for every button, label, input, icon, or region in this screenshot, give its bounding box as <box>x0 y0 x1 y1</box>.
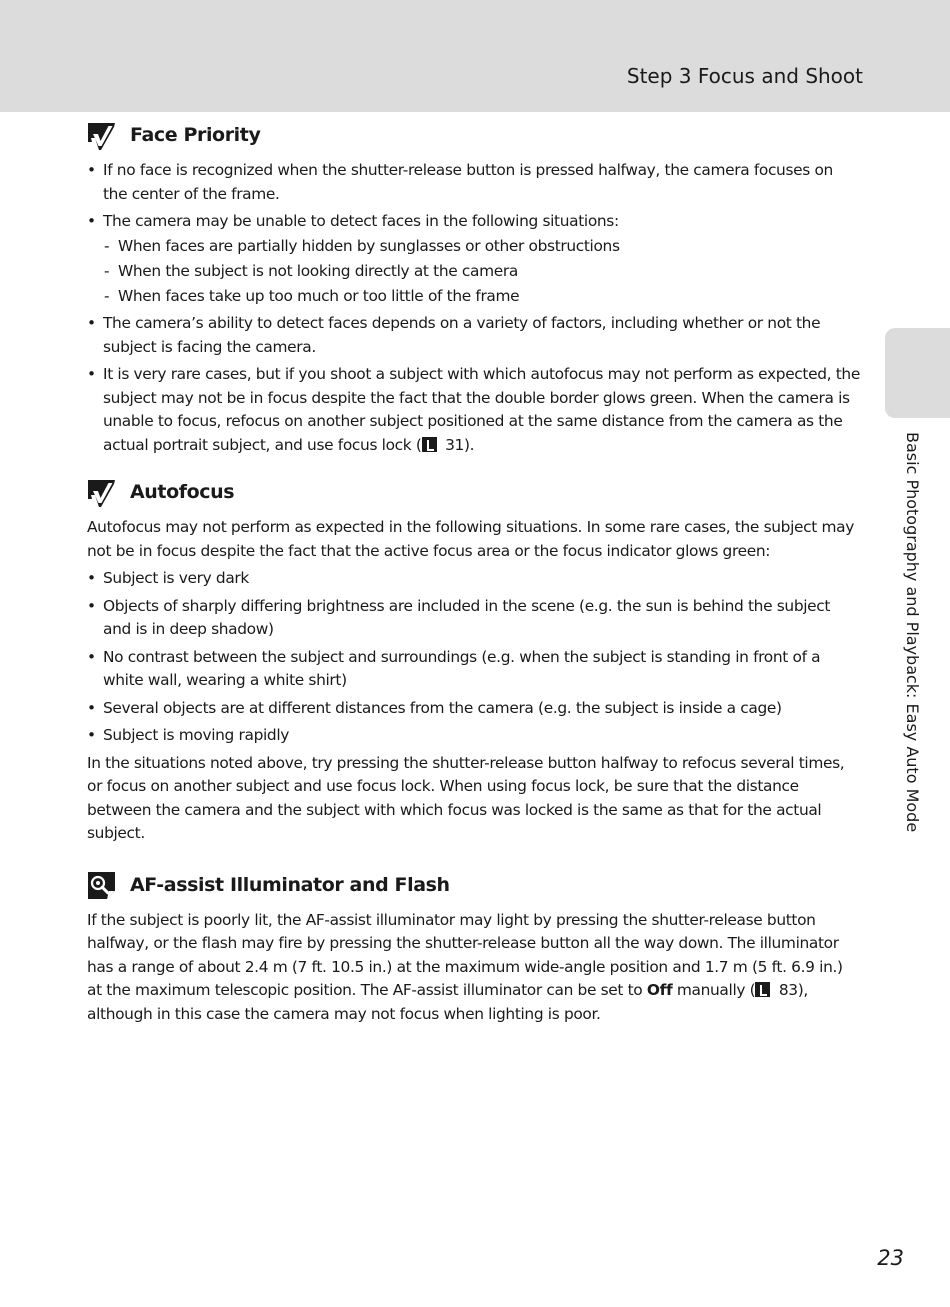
caution-check-icon <box>87 479 116 508</box>
list-item: • Subject is very dark <box>87 567 860 591</box>
section-heading <box>87 118 860 154</box>
chapter-side-tab <box>885 328 950 418</box>
list-item: • No contrast between the subject and surroundings (e.g. when the subject is standing in front of a white wall, wearing a white shirt) <box>87 646 860 693</box>
page-reference-icon <box>422 437 437 452</box>
bullet-list <box>87 567 860 748</box>
sub-list-item: - When faces are partially hidden by sunglasses or other obstructions <box>103 235 860 259</box>
body-text: If the subject is poorly lit, the AF-assist illuminator may light by pressing the shutter-release button halfway, or the flash may fire by pressing the shutter-release button all the way down. The illuminator has a range of about 2.4 m (7 ft. 10.5 in.) at the maximum wide-angle position and 1.7 m (5 ft. 6.9 in.) at the maximum telescopic position. The AF-assist illuminator can be set to <box>87 910 843 999</box>
page-content <box>87 118 860 1030</box>
list-item <box>87 210 860 308</box>
note-magnifier-icon <box>87 871 116 900</box>
section-title: AF-assist Illuminator and Flash <box>130 873 450 896</box>
page-reference-icon <box>755 982 770 997</box>
section-heading <box>87 475 860 511</box>
list-item-text: If no face is recognized when the shutter-release button is pressed halfway, the camera focuses on the center of the frame. <box>103 161 833 203</box>
section-af-assist <box>87 868 860 1027</box>
page-reference-text: 31). <box>440 435 475 454</box>
chapter-side-label: Basic Photography and Playback: Easy Auto Mode <box>903 432 922 833</box>
list-item: • Subject is moving rapidly <box>87 724 860 748</box>
list-item: • Several objects are at different distances from the camera (e.g. the subject is inside a cage) <box>87 697 860 721</box>
bullet-list <box>87 159 860 457</box>
section-heading <box>87 868 860 904</box>
body-text: manually ( <box>672 981 756 999</box>
section-body <box>87 909 860 1027</box>
section-outro: In the situations noted above, try pressing the shutter-release button halfway to refocus several times, or focus on another subject and use focus lock. When using focus lock, be sure that the distance between the camera and the subject with which focus was locked is the same as that for the actual subject. <box>87 753 845 842</box>
list-item: • Objects of sharply differing brightness are included in the scene (e.g. the sun is behind the subject and is in deep shadow) <box>87 595 860 642</box>
section-title: Face Priority <box>130 124 261 147</box>
setting-value-off: Off <box>646 981 673 999</box>
section-title: Autofocus <box>130 481 235 504</box>
section-intro: Autofocus may not perform as expected in the following situations. In some rare cases, the subject may not be in focus despite the fact that the active focus area or the focus indicator glows green: <box>87 518 854 560</box>
list-item-text: It is very rare cases, but if you shoot a subject with which autofocus may not perform as expected, the subject may not be in focus despite the fact that the double border glows green. When the camera is unable to focus, refocus on another subject positioned at the same distance from the camera as the actual portrait subject, and use focus lock ( <box>103 365 860 454</box>
page-header-title: Step 3 Focus and Shoot <box>626 64 863 88</box>
list-item <box>87 363 860 457</box>
body-text: 83), although in this case the camera may not focus when lighting is poor. <box>87 981 808 1023</box>
sub-list-item: - When faces take up too much or too little of the frame <box>103 285 860 309</box>
list-item-text: The camera’s ability to detect faces depends on a variety of factors, including whether or not the subject is facing the camera. <box>103 314 821 356</box>
list-item <box>87 159 860 206</box>
list-item-text: The camera may be unable to detect faces in the following situations: <box>103 212 619 230</box>
sub-list <box>103 235 860 309</box>
sub-list-item: - When the subject is not looking directly at the camera <box>103 260 860 284</box>
section-autofocus <box>87 475 860 846</box>
list-item <box>87 312 860 359</box>
page-number: 23 <box>877 1246 904 1270</box>
header-band <box>0 0 950 112</box>
caution-check-icon <box>87 122 116 151</box>
section-face-priority <box>87 118 860 457</box>
